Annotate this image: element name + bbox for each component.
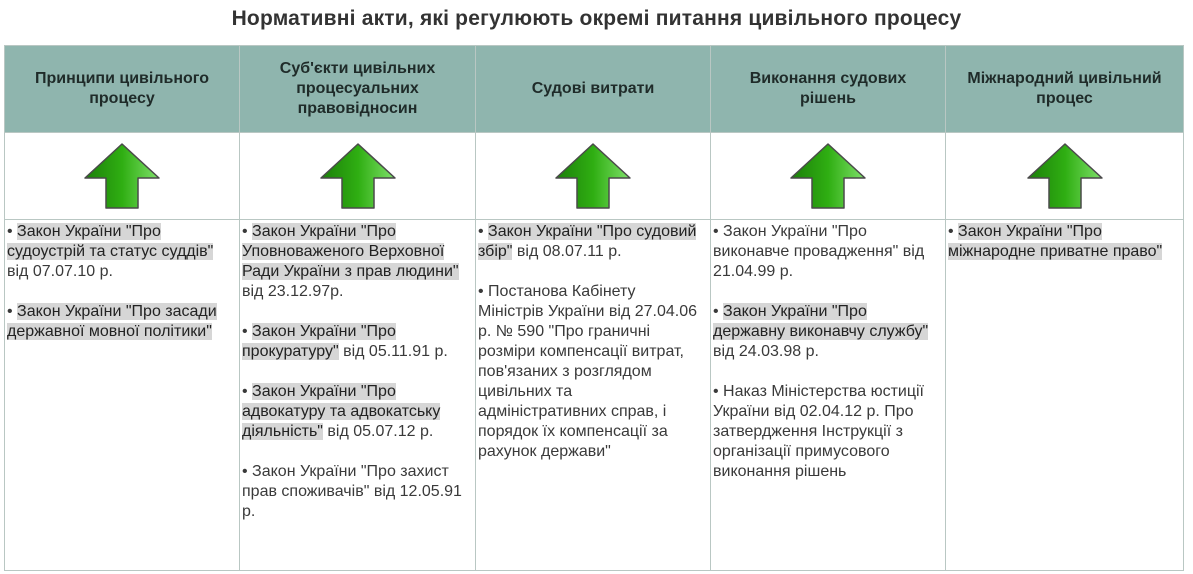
column-header [711, 46, 946, 133]
column-header-text: Принципи цивільного процесу [34, 70, 209, 107]
column-header [476, 46, 711, 133]
law-link[interactable]: Закон України "Про судовий збір" [478, 223, 697, 260]
law-text: Закон України "Про виконавче провадження" від 21.04.99 р. [713, 223, 925, 280]
up-arrow-icon [319, 142, 397, 210]
arrow-row [5, 133, 1184, 220]
arrow-cell [5, 133, 240, 220]
column-header-text: Суб'єкти цивільних процесуальних правовідносин [279, 60, 436, 117]
law-link[interactable]: Закон України "Про судоустрій та статус суддів" [7, 223, 214, 260]
column-header [240, 46, 476, 133]
law-text: від 05.11.91 р. [338, 343, 448, 360]
law-link[interactable]: Закон України "Про засади державної мовної політики" [7, 303, 217, 340]
list-item: • Постанова Кабінету Міністрів України від 27.04.06 р. № 590 "Про граничні розміри компенсації витрат, пов'язаних з розглядом цивільних та адміністративних справ, і порядок їх компенсації за рахунок держави" [478, 283, 698, 460]
list-item: • Закон України "Про захист прав споживачів" від 12.05.91 р. [242, 463, 462, 520]
arrow-cell [711, 133, 946, 220]
list-item: • Закон України "Про прокуратуру" від 05.11.91 р. [242, 323, 448, 360]
page-title: Нормативні акти, які регулюють окремі питання цивільного процесу [231, 7, 962, 30]
column-header-text: Міжнародний цивільний процес [967, 70, 1162, 107]
list-item: • Закон України "Про виконавче провадження" від 21.04.99 р. [713, 223, 925, 280]
column-header [5, 46, 240, 133]
arrow-cell [240, 133, 476, 220]
up-arrow-icon [789, 142, 867, 210]
up-arrow-icon [1026, 142, 1104, 210]
law-link[interactable]: Закон України "Про адвокатуру та адвокатську діяльність" [242, 383, 441, 440]
list-item: • Наказ Міністерства юстиції України від 02.04.12 р. Про затвердження Інструкції з організації примусового виконання рішень [713, 383, 924, 480]
list-item: • Закон України "Про засади державної мовної політики" [7, 303, 217, 340]
law-text: від 23.12.97р. [242, 283, 344, 300]
law-text: Наказ Міністерства юстиції України від 02.04.12 р. Про затвердження Інструкції з організації примусового виконання рішень [713, 383, 924, 480]
column-header-text: Судові витрати [531, 80, 655, 97]
column-content [711, 220, 946, 571]
acts-table [4, 45, 1184, 571]
list-item: • Закон України "Про Уповноваженого Верховної Ради України з прав людини" від 23.12.97р. [242, 223, 459, 300]
law-link[interactable]: Закон України "Про міжнародне приватне право" [948, 223, 1163, 260]
law-text: Постанова Кабінету Міністрів України від 27.04.06 р. № 590 "Про граничні розміри компенсації витрат, пов'язаних з розглядом цивільних та адміністративних справ, і порядок їх компенсації за рахунок держави" [478, 283, 698, 460]
law-text: від 05.07.12 р. [322, 423, 434, 440]
up-arrow-icon [554, 142, 632, 210]
law-text: від 08.07.11 р. [512, 243, 622, 260]
content-row [5, 220, 1184, 571]
column-content [476, 220, 711, 571]
column-content [946, 220, 1184, 571]
arrow-shape [1028, 144, 1102, 208]
column-content [5, 220, 240, 571]
arrow-shape [85, 144, 159, 208]
law-link[interactable]: Закон України "Про державну виконавчу службу" [713, 303, 929, 340]
arrow-shape [556, 144, 630, 208]
list-item: • Закон України "Про судовий збір" від 08.07.11 р. [478, 223, 697, 260]
list-item: • Закон України "Про судоустрій та статус суддів" від 07.07.10 р. [7, 223, 214, 280]
law-link[interactable]: Закон України "Про прокуратуру" [242, 323, 396, 360]
list-item: • Закон України "Про адвокатуру та адвокатську діяльність" від 05.07.12 р. [242, 383, 441, 440]
law-text: від 24.03.98 р. [713, 343, 819, 360]
column-content [240, 220, 476, 571]
arrow-shape [791, 144, 865, 208]
arrow-shape [321, 144, 395, 208]
arrow-cell [946, 133, 1184, 220]
law-text: від 07.07.10 р. [7, 263, 113, 280]
arrow-cell [476, 133, 711, 220]
column-header [946, 46, 1184, 133]
header-row [5, 46, 1184, 133]
up-arrow-icon [83, 142, 161, 210]
list-item: • Закон України "Про державну виконавчу службу" від 24.03.98 р. [713, 303, 929, 360]
list-item: • Закон України "Про міжнародне приватне право" [948, 223, 1163, 260]
law-link[interactable]: Закон України "Про Уповноваженого Верховної Ради України з прав людини" [242, 223, 459, 280]
law-text: Закон України "Про захист прав споживачів" від 12.05.91 р. [242, 463, 462, 520]
column-header-text: Виконання судових рішень [749, 70, 907, 107]
